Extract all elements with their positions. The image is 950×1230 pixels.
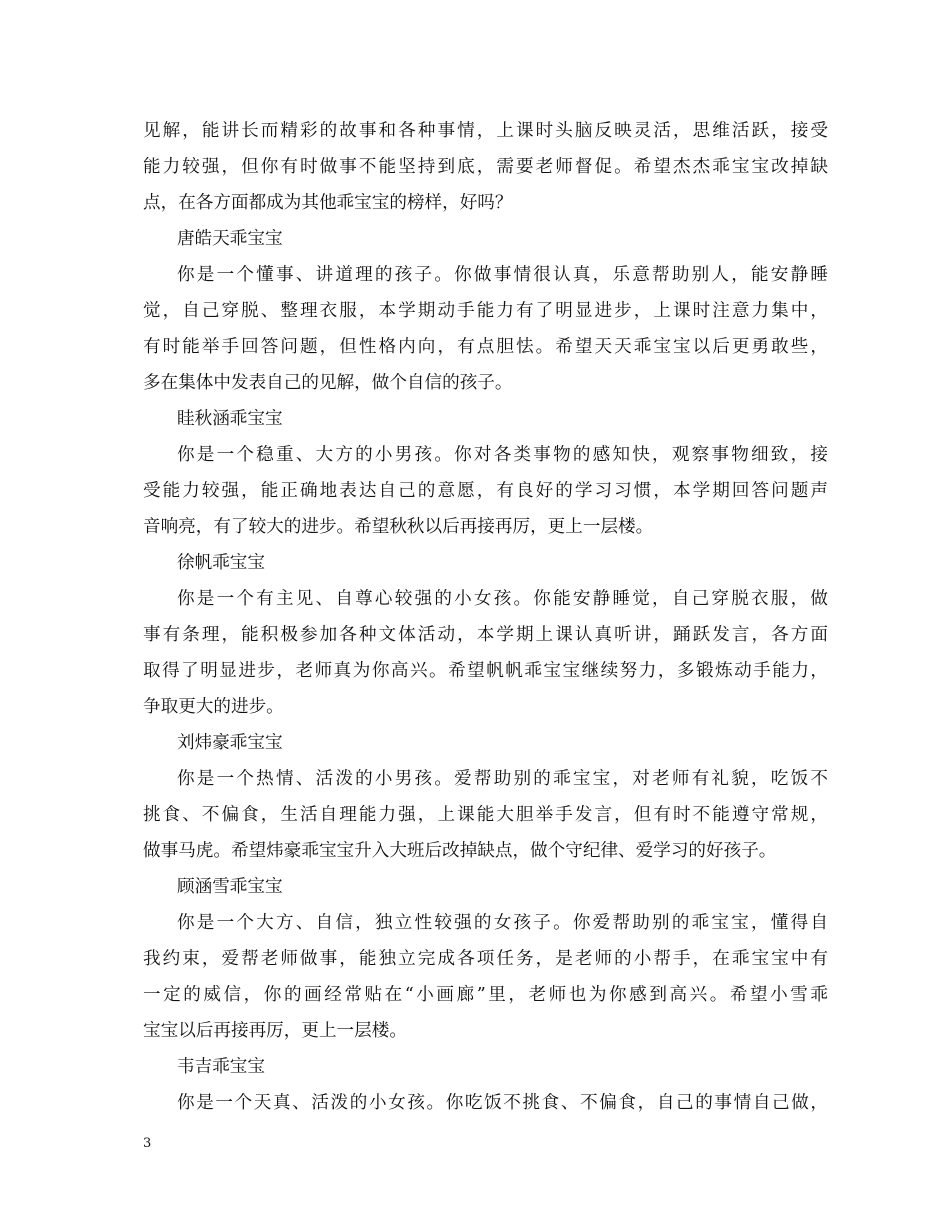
text-line: 做事马虎。希望炜豪乖宝宝升入大班后改掉缺点，做个守纪律、爱学习的好孩子。	[143, 841, 777, 861]
comment-paragraph	[143, 905, 828, 1049]
page-number: 3	[143, 1136, 152, 1151]
text-line: 我约束，爱帮老师做事，能独立完成各项任务，是老师的小帮手，在乖宝宝中有	[143, 949, 828, 969]
comment-paragraph	[143, 581, 828, 725]
text-line: 音响亮，有了较大的进步。希望秋秋以后再接再厉，更上一层楼。	[143, 517, 654, 537]
text-line: 你是一个懂事、讲道理的孩子。你做事情很认真，乐意帮助别人，能安静睡	[177, 265, 828, 285]
text-line: 事有条理，能积极参加各种文体活动，本学期上课认真听讲，踊跃发言，各方面	[143, 625, 828, 645]
document-body	[143, 113, 828, 1121]
child-name-heading: 眭秋涵乖宝宝	[177, 409, 283, 429]
text-line: 有时能举手回答问题，但性格内向，有点胆怯。希望天天乖宝宝以后更勇敢些，	[143, 337, 828, 357]
text-line: 挑食、不偏食，生活自理能力强，上课能大胆举手发言，但有时不能遵守常规，	[143, 805, 828, 825]
child-name-heading: 徐帆乖宝宝	[177, 553, 265, 573]
text-line: 能力较强，但你有时做事不能坚持到底，需要老师督促。希望杰杰乖宝宝改掉缺	[143, 157, 828, 177]
text-line: 宝宝以后再接再厉，更上一层楼。	[143, 1021, 407, 1041]
text-line: 你是一个大方、自信，独立性较强的女孩子。你爱帮助别的乖宝宝，懂得自	[177, 913, 828, 933]
text-line: 你是一个热情、活泼的小男孩。爱帮助别的乖宝宝，对老师有礼貌，吃饭不	[177, 769, 828, 789]
text-line: 取得了明显进步，老师真为你高兴。希望帆帆乖宝宝继续努力，多锻炼动手能力，	[143, 661, 828, 681]
comment-paragraph	[143, 1085, 828, 1121]
text-line: 争取更大的进步。	[143, 697, 284, 717]
comment-paragraph	[143, 257, 828, 401]
text-line: 一定的威信，你的画经常贴在“小画廊”里，老师也为你感到高兴。希望小雪乖	[143, 985, 828, 1005]
child-name-heading: 顾涵雪乖宝宝	[177, 877, 283, 897]
text-line: 受能力较强，能正确地表达自己的意愿，有良好的学习习惯，本学期回答问题声	[143, 481, 828, 501]
text-line: 点，在各方面都成为其他乖宝宝的榜样，好吗？	[143, 193, 513, 213]
comment-paragraph	[143, 437, 828, 545]
comment-paragraph	[143, 761, 828, 869]
text-line: 你是一个天真、活泼的小女孩。你吃饭不挑食、不偏食，自己的事情自己做，	[177, 1093, 828, 1113]
text-line: 多在集体中发表自己的见解，做个自信的孩子。	[143, 373, 513, 393]
text-line: 觉，自己穿脱、整理衣服，本学期动手能力有了明显进步，上课时注意力集中，	[143, 301, 828, 321]
child-name-heading: 韦吉乖宝宝	[177, 1057, 265, 1077]
text-line: 你是一个稳重、大方的小男孩。你对各类事物的感知快，观察事物细致，接	[177, 445, 828, 465]
child-name-heading: 刘炜豪乖宝宝	[177, 733, 283, 753]
child-name-heading: 唐皓天乖宝宝	[177, 229, 283, 249]
text-line: 你是一个有主见、自尊心较强的小女孩。你能安静睡觉，自己穿脱衣服，做	[177, 589, 828, 609]
paragraph-continued	[143, 113, 828, 221]
text-line: 见解，能讲长而精彩的故事和各种事情，上课时头脑反映灵活，思维活跃，接受	[143, 121, 828, 141]
